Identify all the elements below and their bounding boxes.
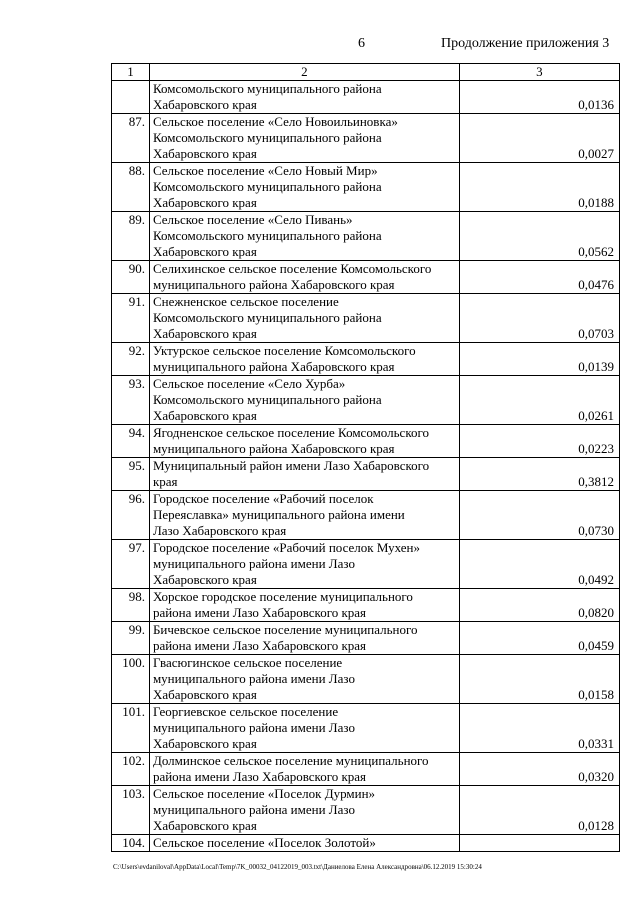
name-line: Снежненское сельское поселение	[152, 294, 339, 309]
municipality-name	[149, 622, 459, 655]
table-row	[112, 376, 620, 425]
table-row	[112, 294, 620, 343]
municipality-name	[149, 81, 459, 114]
name-line: муниципального района имени Лазо	[152, 671, 355, 686]
coefficient-value	[459, 835, 619, 852]
name-line: Сельское поселение «Село Хурба»	[152, 376, 346, 391]
coefficient-value: 0,0158	[459, 655, 619, 704]
coefficient-value: 0,0562	[459, 212, 619, 261]
name-line: Гвасюгинское сельское поселение	[152, 655, 343, 670]
municipality-name	[149, 835, 459, 852]
name-line: района имени Лазо Хабаровского края	[152, 769, 367, 784]
row-number: 96.	[112, 491, 150, 540]
municipality-name	[149, 163, 459, 212]
coefficient-value: 0,0188	[459, 163, 619, 212]
column-header-row	[112, 64, 620, 81]
municipality-name	[149, 212, 459, 261]
name-line: Комсомольского муниципального района	[152, 310, 382, 325]
coefficient-value: 0,0820	[459, 589, 619, 622]
row-number: 90.	[112, 261, 150, 294]
name-line: муниципального района Хабаровского края	[152, 441, 395, 456]
coefficient-value: 0,0459	[459, 622, 619, 655]
name-line: муниципального района Хабаровского края	[152, 277, 395, 292]
name-line: края	[152, 474, 178, 489]
name-line: муниципального района Хабаровского края	[152, 359, 395, 374]
name-line: муниципального района имени Лазо	[152, 802, 355, 817]
continuation-note: Продолжение приложения 3	[441, 36, 610, 51]
name-line: района имени Лазо Хабаровского края	[152, 605, 367, 620]
name-line: Георгиевское сельское поселение	[152, 704, 339, 719]
municipality-name	[149, 261, 459, 294]
name-line: Городское поселение «Рабочий поселок Мухен»	[152, 540, 420, 555]
name-line: Муниципальный район имени Лазо Хабаровского	[152, 458, 430, 473]
coefficient-value: 0,0128	[459, 786, 619, 835]
municipality-name	[149, 114, 459, 163]
table-row	[112, 81, 620, 114]
name-line: Ягодненское сельское поселение Комсомольского	[152, 425, 429, 440]
row-number: 100.	[112, 655, 150, 704]
row-number: 101.	[112, 704, 150, 753]
row-number	[112, 81, 150, 114]
municipality-name	[149, 704, 459, 753]
coefficient-value: 0,0476	[459, 261, 619, 294]
coefficient-value: 0,0492	[459, 540, 619, 589]
municipality-name	[149, 589, 459, 622]
row-number: 102.	[112, 753, 150, 786]
name-line: Хабаровского края	[152, 572, 257, 587]
municipality-name	[149, 540, 459, 589]
name-line: Хабаровского края	[152, 97, 257, 112]
table-row	[112, 458, 620, 491]
row-number: 93.	[112, 376, 150, 425]
coefficient-value: 0,0136	[459, 81, 619, 114]
name-line: Сельское поселение «Поселок Дурмин»	[152, 786, 376, 801]
municipality-name	[149, 376, 459, 425]
row-number: 95.	[112, 458, 150, 491]
name-line: Комсомольского муниципального района	[152, 81, 382, 96]
name-line: Уктурское сельское поселение Комсомольского	[152, 343, 416, 358]
row-number: 103.	[112, 786, 150, 835]
table-row	[112, 212, 620, 261]
coefficient-value: 0,3812	[459, 458, 619, 491]
coefficient-value: 0,0703	[459, 294, 619, 343]
name-line: Долминское сельское поселение муниципального	[152, 753, 429, 768]
row-number: 92.	[112, 343, 150, 376]
name-line: Городское поселение «Рабочий поселок	[152, 491, 374, 506]
coefficient-value: 0,0331	[459, 704, 619, 753]
table-row	[112, 589, 620, 622]
column-header-3: 3	[459, 64, 619, 81]
coefficient-value: 0,0320	[459, 753, 619, 786]
municipality-name	[149, 458, 459, 491]
name-line: Селихинское сельское поселение Комсомольского	[152, 261, 432, 276]
name-line: Хабаровского края	[152, 408, 257, 423]
municipality-name	[149, 753, 459, 786]
table-row	[112, 343, 620, 376]
name-line: Сельское поселение «Село Новый Мир»	[152, 163, 378, 178]
name-line: Комсомольского муниципального района	[152, 130, 382, 145]
coefficient-value: 0,0027	[459, 114, 619, 163]
allocation-table	[111, 63, 620, 852]
municipality-name	[149, 294, 459, 343]
name-line: муниципального района имени Лазо	[152, 720, 355, 735]
table-row	[112, 704, 620, 753]
name-line: Хабаровского края	[152, 687, 257, 702]
name-line: Хабаровского края	[152, 818, 257, 833]
row-number: 91.	[112, 294, 150, 343]
name-line: Лазо Хабаровского края	[152, 523, 287, 538]
page-number: 6	[358, 36, 365, 51]
name-line: Хабаровского края	[152, 326, 257, 341]
coefficient-value: 0,0261	[459, 376, 619, 425]
row-number: 104.	[112, 835, 150, 852]
municipality-name	[149, 491, 459, 540]
table-row	[112, 261, 620, 294]
table-row	[112, 491, 620, 540]
row-number: 99.	[112, 622, 150, 655]
column-header-2: 2	[149, 64, 459, 81]
name-line: Комсомольского муниципального района	[152, 392, 382, 407]
coefficient-value: 0,0223	[459, 425, 619, 458]
table-row	[112, 753, 620, 786]
row-number: 98.	[112, 589, 150, 622]
name-line: Хабаровского края	[152, 146, 257, 161]
name-line: муниципального района имени Лазо	[152, 556, 355, 571]
name-line: Комсомольского муниципального района	[152, 179, 382, 194]
row-number: 97.	[112, 540, 150, 589]
table-row	[112, 655, 620, 704]
column-header-1: 1	[112, 64, 150, 81]
coefficient-value: 0,0139	[459, 343, 619, 376]
row-number: 88.	[112, 163, 150, 212]
name-line: Сельское поселение «Село Новоильиновка»	[152, 114, 398, 129]
municipality-name	[149, 786, 459, 835]
table-row	[112, 114, 620, 163]
name-line: Хабаровского края	[152, 195, 257, 210]
row-number: 94.	[112, 425, 150, 458]
municipality-name	[149, 343, 459, 376]
row-number: 87.	[112, 114, 150, 163]
name-line: Хорское городское поселение муниципального	[152, 589, 413, 604]
row-number: 89.	[112, 212, 150, 261]
municipality-name	[149, 425, 459, 458]
name-line: района имени Лазо Хабаровского края	[152, 638, 367, 653]
name-line: Бичевское сельское поселение муниципального	[152, 622, 418, 637]
table-row	[112, 835, 620, 852]
name-line: Хабаровского края	[152, 244, 257, 259]
table-row	[112, 622, 620, 655]
table-row	[112, 786, 620, 835]
name-line: Комсомольского муниципального района	[152, 228, 382, 243]
table-row	[112, 163, 620, 212]
municipality-name	[149, 655, 459, 704]
name-line: Хабаровского края	[152, 736, 257, 751]
coefficient-value: 0,0730	[459, 491, 619, 540]
table-row	[112, 540, 620, 589]
file-path-footer: C:\Users\evdaniloval\AppData\Local\Temp\7K_00032_04122019_003.txt\Даниелова Елена Александровна\06.12.2019 15:30:24	[113, 863, 482, 871]
name-line: Сельское поселение «Село Пивань»	[152, 212, 353, 227]
name-line: Сельское поселение «Поселок Золотой»	[152, 835, 376, 850]
name-line: Переяславка» муниципального района имени	[152, 507, 405, 522]
table-row	[112, 425, 620, 458]
